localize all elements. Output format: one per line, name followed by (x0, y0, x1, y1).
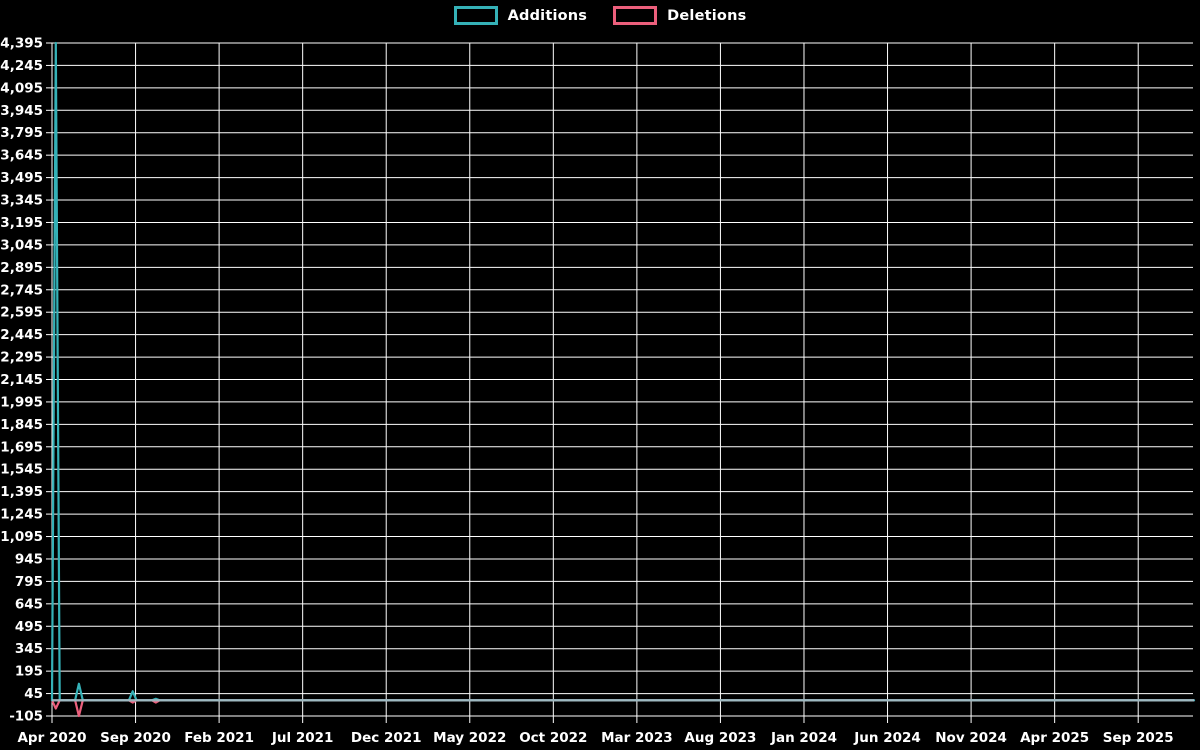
chart-legend (0, 6, 1200, 25)
y-tick-label: 3,945 (0, 102, 43, 119)
x-tick-label: Apr 2020 (17, 730, 87, 746)
x-tick-label: Jun 2024 (854, 730, 921, 746)
y-tick-label: 3,495 (0, 170, 43, 187)
x-tick-label: May 2022 (433, 730, 507, 746)
additions-line (52, 43, 1194, 700)
y-tick-label: 3,345 (0, 192, 43, 209)
y-tick-label: 1,545 (0, 461, 43, 478)
y-tick-label: 3,195 (0, 214, 43, 231)
y-tick-label: -105 (9, 708, 43, 725)
y-tick-label: 645 (14, 596, 43, 613)
y-tick-label: 4,095 (0, 80, 43, 97)
x-tick-label: Jul 2021 (271, 730, 334, 746)
y-tick-label: 1,095 (0, 529, 43, 546)
x-tick-label: Oct 2022 (519, 730, 588, 746)
legend-label-deletions: Deletions (667, 7, 747, 24)
x-tick-label: Jan 2024 (770, 730, 838, 746)
y-tick-label: 2,145 (0, 372, 43, 388)
y-tick-label: 945 (14, 551, 43, 568)
x-tick-label: Sep 2025 (1102, 730, 1174, 746)
y-tick-label: 2,895 (0, 259, 43, 276)
y-tick-label: 1,695 (0, 439, 43, 456)
y-tick-label: 795 (14, 573, 43, 590)
y-tick-label: 2,595 (0, 304, 43, 321)
legend-item-additions[interactable] (454, 6, 588, 25)
legend-label-additions: Additions (507, 7, 588, 24)
y-tick-label: 1,995 (0, 394, 43, 411)
x-tick-label: Aug 2023 (684, 730, 757, 746)
y-tick-label: 195 (14, 663, 43, 680)
y-tick-label: 45 (24, 686, 43, 703)
y-tick-label: 2,295 (0, 349, 43, 366)
y-tick-label: 345 (14, 641, 43, 658)
y-tick-label: 2,445 (0, 327, 43, 344)
x-tick-label: Dec 2021 (350, 730, 422, 746)
y-tick-label: 4,245 (0, 57, 43, 74)
x-tick-label: Mar 2023 (601, 730, 673, 746)
additions-swatch-icon (454, 6, 498, 25)
x-tick-label: Sep 2020 (100, 730, 171, 746)
x-tick-label: Feb 2021 (184, 730, 254, 746)
deletions-swatch-icon (613, 6, 657, 25)
y-tick-label: 3,645 (0, 147, 43, 164)
y-tick-label: 3,045 (0, 237, 43, 254)
y-tick-label: 2,745 (0, 282, 43, 299)
y-tick-label: 3,795 (0, 125, 43, 142)
deletions-line (52, 700, 1194, 716)
y-tick-label: 4,395 (0, 35, 43, 52)
legend-item-deletions[interactable] (613, 6, 746, 25)
x-tick-label: Nov 2024 (935, 730, 1007, 746)
y-tick-label: 495 (14, 618, 43, 635)
y-tick-label: 1,845 (0, 416, 43, 433)
y-tick-label: 1,245 (0, 506, 43, 523)
x-tick-label: Apr 2025 (1020, 730, 1090, 746)
y-tick-label: 1,395 (0, 484, 43, 501)
